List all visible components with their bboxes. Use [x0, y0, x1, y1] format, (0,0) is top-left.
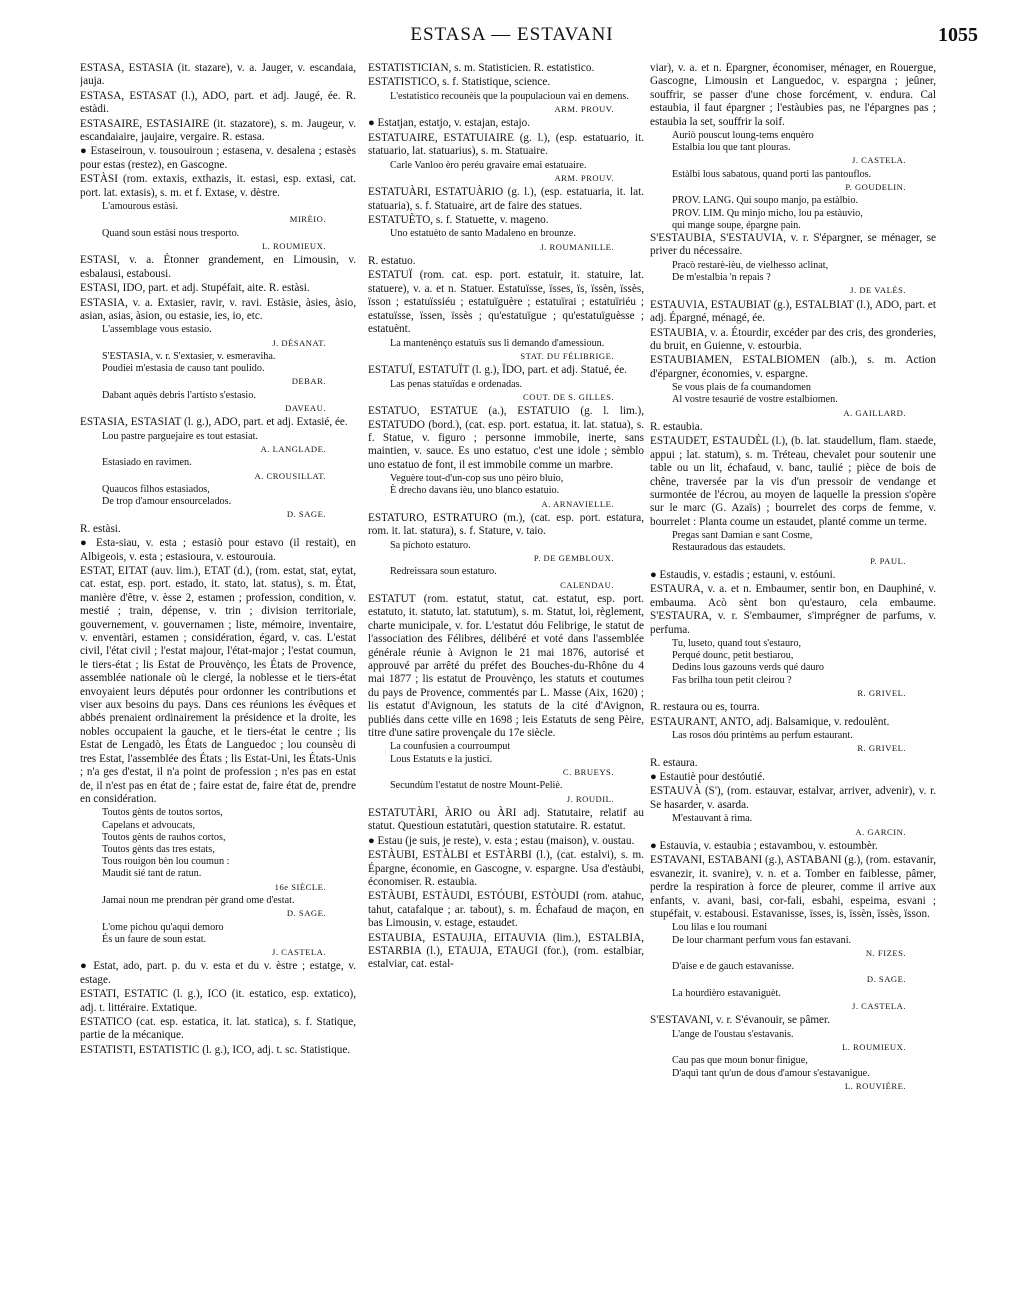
- dictionary-entry: ESTATICO (cat. esp. estatica, it. lat. statica), s. f. Statique, partie de la mécanique.: [80, 1015, 356, 1042]
- dictionary-entry: ESTASIA, ESTASIAT (l. g.), ADO, part. et adj. Extasié, ée.: [80, 416, 348, 429]
- dictionary-entry: ESTATISTICO, s. f. Statistique, science.: [368, 76, 551, 89]
- dictionary-entry: ● Esta-siau, v. esta ; estasiò pour estavo (il restait), en Albigeois, v. esta ; estasioura, v. estourouia.: [80, 537, 356, 563]
- quotation: Veguère tout-d'un-cop sus uno pèiro bluio, È drecho davans ièu, uno blanco estatuio.: [390, 473, 564, 497]
- dictionary-entry: ● Estau (je suis, je reste), v. esta ; estau (maison), v. oustau.: [368, 834, 635, 847]
- quotation: Estàlbi lous sabatous, quand porti las pantouflos.: [672, 168, 872, 180]
- quotation-source: J. CASTELA.: [852, 155, 906, 166]
- dictionary-entry: ESTATUT (rom. estatut, statut, cat. estatut, esp. port. estatuto, it. statuto, lat. statutum), s. m. Statut, loi, règlement, charte municipale, v. for. L'estatut dóu Felibrige, le statut de l'association des Félibres, délibéré et voté dans l'assemblée générale réunie à Avignon le 21 mai 1876, autorisé et approuvé par arrêté du préfet des Bouches-du-Rhône du 4 mai 1877 ; lis estatut de Prouvènço, les statuts et coutumes du pays de Provence, commentés par L. Masse (Aix, 1620) ; lis estatut d'Avignoun, les statuts de la cité d'Avignon, publiés dans cette ville en 1698 ; leis Estatuts de seng Pèire, titre d'une satire provençale du 17e siècle.: [368, 593, 644, 740]
- dictionary-entry: ESTATUAIRE, ESTATUIAIRE (g. l.), (esp. estatuario, it. statuario, lat. statuarius), s. m. Statuaire.: [368, 131, 644, 158]
- dictionary-entry: ESTÀUBI, ESTÀUDI, ESTÓUBI, ESTÒUDI (rom. atahuc, tahut, catafalque ; ar. tabout), s. m. Échafaud de maçon, en bas Limousin, v. estage, estaudet.: [368, 890, 644, 930]
- quotation: Quaucos filhos estasiados, De trop d'amour ensourcelados.: [102, 483, 232, 508]
- quotation-source: D. SAGE.: [286, 509, 326, 520]
- quotation-source: L. ROUMIEUX.: [841, 1041, 906, 1052]
- dictionary-entry: ESTAVANI, ESTABANI (g.), ASTABANI (g.), (rom. estavanir, esvanezir, it. svanire), v. n. et a. Tomber en faiblesse, pâmer, perdre la respiration à force de pleurer, comme il arrive aux enfants, v. avani, basi, cor-fali, esbahi, espeima, esvani ; stupéfait, v. estabousi. Estavanisse, ïsses, is, ïssèn, ïssès, ïsson.: [650, 854, 936, 920]
- quotation: L'estatistico recounèis que la poupulacioun vai en demens.: [390, 90, 629, 102]
- quotation: Secundùm l'estatut de nostre Mount-Peliè.: [390, 780, 563, 792]
- quotation-source: ARM. PROUV.: [554, 172, 614, 183]
- dictionary-entry: ● Estat, ado, part. p. du v. esta et du v. èstre ; estatge, v. estage.: [80, 960, 356, 986]
- dictionary-entry: ESTAT, EITAT (auv. lim.), ETAT (d.), (rom. estat, stat, eytat, cat. estat, esp. port. estado, it. stato, lat. status), s. m. État, manière d'être, v. èsse 2, estamen ; profession, condition, v. mestié ; train, dépense, v. trin ; division territoriale, gouvernement, v. gouvernamen ; liste, mémoire, inventaire, v. enventàri, estamen ; considération, égard, v. cas. L'estat civil, l'état civil ; l'estat majour, l'état-major ; l'estat coumun, le tiers-état ; lis Estat de Prouvènço, les États de Provence, assemblée nationale où le clergé, la noblesse et le tiers-état envoyaient leurs députés pour ordonner les contributions et viser aux besoins du pays. Dans ces réunions les évêques et abbés prenaient ordinairement la présidence et la droite, les nobles occupaient la gauche, et le tiers-état le centre ; lis Estat de Lengadò, les États de Languedoc ; lou counsèu di tres Estat, l'assemblée des États ; lis Estat-Uni, les États-Unis ; n'a ges d'estat, il n'a point de profession ; n'es pas en estat de, il n'est pas en état de ; faire estat de, faire état de, prendre en considération.: [80, 565, 356, 805]
- dictionary-entry: ● Estaudis, v. estadis ; estauni, v. estóuni.: [650, 569, 836, 581]
- dictionary-entry: R. restaura ou es, tourra.: [650, 701, 760, 714]
- dictionary-entry: ESTAUBIA, v. a. Étourdir, excéder par des cris, des gronderies, du bruit, en Guienne, v. estourbia.: [650, 326, 936, 352]
- quotation: Redreissara soun estaturo.: [390, 566, 497, 578]
- quotation: Pracò restarè-ièu, de vielhesso aclinat, De m'estalbia 'n repais ?: [672, 259, 829, 284]
- dictionary-entry: R. estaubia.: [650, 420, 703, 433]
- dictionary-entry: ESTATUÏ, ESTATUÏT (l. g.), ÏDO, part. et adj. Statué, ée.: [368, 364, 627, 377]
- dictionary-entry: R. estàsi.: [80, 522, 121, 535]
- quotation-source: P. PAUL.: [870, 555, 906, 566]
- quotation: S'ESTASIA, v. r. S'extasier, v. esmeraviha. Poudiei m'estasia de causo tant poulido.: [102, 350, 276, 375]
- column-1: [80, 62, 356, 1297]
- quotation: Estasiado en ravimen.: [102, 457, 192, 469]
- quotation: Quand soun estàsi nous tresporto.: [102, 227, 240, 239]
- quotation-source: J. ROUDIL.: [566, 793, 614, 804]
- quotation: PROV. LANG. Qui soupo manjo, pa estàlbio. PROV. LIM. Qu minjo micho, lou pa estàuvio, qui mange soupe, épargne pain.: [672, 195, 863, 231]
- dictionary-entry: ESTATUÀRI, ESTATUÀRIO (g. l.), (esp. estatuaria, it. lat. statuaria), s. f. Statuaire, art de faire des statues.: [368, 186, 644, 212]
- quotation: La counfusien a courroumput Lous Estatuts e la justici.: [390, 741, 511, 765]
- column-2: [368, 62, 644, 1297]
- quotation-source: ARM. PROUV.: [554, 104, 614, 115]
- dictionary-entry: viar), v. a. et n. Épargner, économiser, ménager, en Rouergue, Gascogne, Limousin et Languedoc, v. espargna ; jeûner, souffrir, se passer d'une chose forcément, v. endura. Cal estaubia, il faut épargner ; l'estàubies pas, ne l'épargnes pas ; estaubia la set, souffrir la soif.: [650, 62, 936, 128]
- dictionary-entry: ESTAUVIA, ESTAUBIAT (g.), ESTALBIAT (l.), ADO, part. et adj. Épargné, ménagé, ée.: [650, 298, 936, 325]
- quotation-source: CALENDAU.: [560, 579, 614, 590]
- quotation: Sa pichoto estaturo.: [390, 539, 471, 551]
- dictionary-entry: ESTASA, ESTASAT (l.), ADO, part. et adj. Jaugé, ée. R. estàdi.: [80, 89, 356, 116]
- dictionary-entry: ESTAURA, v. a. et n. Embaumer, sentir bon, en Dauphiné, v. embauma. Acò sènt bon qu'estauro, cela embaume. S'ESTAURA, v. r. S'embaumer, s'imprégner de parfums, v. perfuma.: [650, 583, 936, 636]
- dictionary-entry: ● Estautiè pour destóutié.: [650, 771, 765, 784]
- dictionary-entry: ● Estaseiroun, v. tousouiroun ; estasena, v. desalena ; estasès pour estas (restez), en Gascogne.: [80, 145, 356, 171]
- quotation-source: A. LANGLADE.: [260, 443, 326, 454]
- quotation-source: DAVEAU.: [285, 402, 326, 413]
- quotation: D'aise e de gauch estavanisse.: [672, 961, 795, 973]
- quotation-source: L. ROUVIÈRE.: [844, 1080, 906, 1091]
- column-3: [650, 62, 936, 1297]
- dictionary-entry: ESTATISTI, ESTATISTIC (l. g.), ICO, adj. t. sc. Statistique.: [80, 1043, 351, 1056]
- dictionary-entry: S'ESTAVANI, v. r. S'évanouir, se pâmer.: [650, 1014, 830, 1027]
- quotation: L'ange de l'oustau s'estavanis.: [672, 1028, 794, 1040]
- quotation: Carle Vanloo èro peréu gravaire emai estatuaire.: [390, 159, 587, 171]
- dictionary-entry: ESTAURANT, ANTO, adj. Balsamique, v. redoulènt.: [650, 715, 890, 728]
- quotation-source: 16e SIÈCLE.: [274, 881, 326, 892]
- dictionary-entry: ESTASA, ESTASIA (it. stazare), v. a. Jauger, v. escandaia, jauja.: [80, 62, 356, 88]
- dictionary-entry: ESTATUO, ESTATUE (a.), ESTATUIO (g. l. lim.), ESTATUDO (bord.), (cat. esp. port. estatua, it. lat. statua), s. f. Statue, v. figuro ; personne immobile, inerte, sans maintien, v. sauce. Es uno estatuo, c'est une idole ; sèmblo uno estatuo de font, il est immobile comme un marbre.: [368, 405, 644, 471]
- quotation: Pregas sant Damian e sant Cosme, Restauradous das estaudets.: [672, 530, 813, 554]
- quotation: Auriò pouscut loung-tems enquèro Estalbia lou que tant plouras.: [672, 130, 814, 154]
- quotation: Lou lilas e lou roumani De lour charmant perfum vous fan estavani.: [672, 922, 852, 946]
- dictionary-entry: ESTATISTICIAN, s. m. Statisticien. R. estatistico.: [368, 62, 595, 74]
- dictionary-entry: ESTASI, IDO, part. et adj. Stupéfait, aite. R. estàsi.: [80, 282, 310, 295]
- quotation: Las rosos dóu printèms au perfum estaurant.: [672, 730, 853, 742]
- quotation-source: A. GARCIN.: [855, 826, 906, 837]
- quotation-source: J. DE VALÈS.: [850, 285, 906, 296]
- quotation: M'estauvant à rima.: [672, 813, 753, 825]
- quotation-source: J. CASTELA.: [272, 946, 326, 957]
- quotation: L'amourous estàsi.: [102, 201, 178, 213]
- quotation: Cau pas que moun bonur finigue, D'aquì tant qu'un de dous d'amour s'estavanigue.: [672, 1055, 870, 1079]
- dictionary-entry: ● Estauvia, v. estaubia ; estavambou, v. estoumbèr.: [650, 839, 878, 852]
- quotation-source: A. CROUSILLAT.: [254, 470, 326, 481]
- quotation-source: A. GAILLARD.: [843, 407, 906, 418]
- quotation-source: D. SAGE.: [286, 908, 326, 919]
- dictionary-entry: ESTÀSI (rom. extaxis, exthazis, it. estasi, esp. extasi, cat. port. lat. extasis), s. m. et f. Extase, v. dèstre.: [80, 173, 356, 199]
- quotation-source: L. ROUMIEUX.: [261, 240, 326, 251]
- quotation-source: DEBAR.: [291, 376, 326, 387]
- running-header: ESTASA — ESTAVANI: [410, 24, 614, 45]
- dictionary-entry: ESTÀUBI, ESTÀLBI et ESTÀRBI (l.), (cat. estalvi), s. m. Épargne, économie, en Gascogne, v. espargne. Usa d'estàubi, économiser. R. estaubia.: [368, 849, 644, 888]
- quotation: Tu, luseto, quand tout s'estauro, Perqué dounc, petit bestiarou, Dedins lous gazouns verds qué dauro Fas brilha toun petit cleirou ?: [672, 638, 824, 686]
- quotation-source: C. BRUEYS.: [562, 766, 614, 777]
- quotation-source: STAT. DU FÉLIBRIGE.: [520, 350, 614, 361]
- quotation-source: J. DÉSANAT.: [272, 337, 326, 348]
- quotation: Las penas statuïdas e ordenadas.: [390, 378, 523, 390]
- dictionary-entry: ESTASIA, v. a. Extasier, ravir, v. ravi. Estàsie, àsies, àsio, asian, asias, àsion, ou estasie, ies, io, etc.: [80, 296, 356, 322]
- dictionary-entry: ESTATUTÀRI, ÀRIO ou ÀRI adj. Statutaire, relatif au statut. Questioun estatutàri, question statutaire. R. estatut.: [368, 806, 644, 833]
- quotation-source: P. DE GEMBLOUX.: [533, 553, 614, 563]
- quotation: Se vous plais de fa coumandomen Al vostre tesaurié de vostre estalbiomen.: [672, 382, 838, 406]
- dictionary-entry: R. estatuo.: [368, 255, 416, 268]
- dictionary-entry: S'ESTAUBIA, S'ESTAUVIA, v. r. S'épargner, se ménager, se priver du nécessaire.: [650, 232, 936, 258]
- dictionary-entry: R. estaura.: [650, 756, 698, 769]
- dictionary-entry: ESTATI, ESTATIC (l. g.), ICO (it. estatico, esp. extatico), adj. t. littéraire. Extatique.: [80, 988, 356, 1014]
- quotation: L'ome pichou qu'aqui demoro És un faure de soun estat.: [102, 921, 224, 945]
- dictionary-entry: ESTATUÏ (rom. cat. esp. port. estatuir, it. statuire, lat. statuere), v. a. et n. Statuer. Estatuïsse, ïsses, ïs, ïssèn, ïssès, ïsson ; estatuïssiéu ; estatuïguère ; estatuïrai ; estatuïriéu ; estatuïsse, ïssen, ïssès ; qu'estatuïgue ; qu'estatuïguèsse ; estatuènt.: [368, 269, 644, 336]
- quotation-source: COUT. DE S. GILLES.: [523, 391, 614, 402]
- quotation-source: R. GRIVEL.: [857, 687, 906, 698]
- dictionary-entry: ESTATUÈTO, s. f. Statuette, v. mageno.: [368, 214, 549, 227]
- dictionary-entry: ESTASI, v. a. Étonner grandement, en Limousin, v. esbalausi, estabousi.: [80, 254, 356, 280]
- quotation-source: MIRÈIO.: [289, 214, 326, 225]
- quotation-source: P. GOUDELIN.: [845, 182, 906, 193]
- quotation: Lou pastre parguejaire es tout estasiat.: [102, 430, 258, 442]
- dictionary-entry: ESTATURO, ESTRATURO (m.), (cat. esp. port. estatura, rom. it. lat. statura), s. f. Stature, v. taio.: [368, 511, 644, 538]
- dictionary-entry: ESTASAIRE, ESTASIAIRE (it. stazatore), s. m. Jaugeur, v. escandaiaire, jaujaire, vergaire. R. estasa.: [80, 117, 356, 144]
- quotation: Uno estatuèto de santo Madaleno en brounze.: [390, 228, 576, 240]
- dictionary-entry: ESTAUDET, ESTAUDÈL (l.), (b. lat. staudellum, flam. staede, appui ; lat. statum), s. m. Tréteau, chevalet pour soutenir une table ou un lit, échafaud, v. banc, taulié ; pièce de bois de chêne, traversée par la vis d'un pressoir de vendange et surmontée de l'écrou, au moyen de laquelle la pression s'opère sur le marc (G. Azaïs) ; bourrelet des corps de femme, v. bourrelet : Planta coume un estaudet, planté comme un terme.: [650, 435, 936, 528]
- quotation-source: J. CASTELA.: [852, 1000, 906, 1011]
- quotation-source: R. GRIVEL.: [857, 743, 906, 754]
- dictionary-entry: ESTAUBIA, ESTAUJIA, EITAUVIA (lim.), ESTALBIA, ESTARBIA (l.), ETAUJA, ETAUGI (for.), (rom. estalbiar, estalviar, cat. estal-: [368, 931, 644, 971]
- quotation: Jamai noun me prendran pèr grand ome d'estat.: [102, 894, 295, 906]
- quotation: La hourdièro estavaniguèt.: [672, 987, 781, 999]
- quotation-source: N. FIZES.: [865, 947, 906, 958]
- dictionary-entry: ESTAUBIAMEN, ESTALBIOMEN (alb.), s. m. Action d'épargner, économies, v. espargne.: [650, 354, 936, 380]
- page-number: 1055: [938, 24, 978, 46]
- quotation: L'assemblage vous estasio.: [102, 324, 212, 336]
- quotation-source: A. ARNAVIELLE.: [541, 498, 614, 509]
- quotation: La mantenènço estatuïs sus li demando d'amessioun.: [390, 337, 605, 349]
- quotation-source: D. SAGE.: [866, 974, 906, 985]
- quotation: Dabant aquès debris l'artisto s'estasio.: [102, 389, 256, 401]
- dictionary-entry: ● Estatjan, estatjo, v. estajan, estajo.: [368, 117, 530, 130]
- dictionary-entry: ESTAUVÀ (S'), (rom. estauvar, estalvar, arriver, advenir), v. r. Se hasarder, v. asarda.: [650, 785, 936, 811]
- quotation-source: J. ROUMANILLE.: [540, 241, 614, 252]
- quotation: Toutos gènts de toutos sortos, Capelans et advoucats, Toutos gènts de rauhos cortos, Toutos gènts das tres estats, Tous rouigon bèn lou coumun : Maudit sié tant de ratun.: [102, 807, 230, 880]
